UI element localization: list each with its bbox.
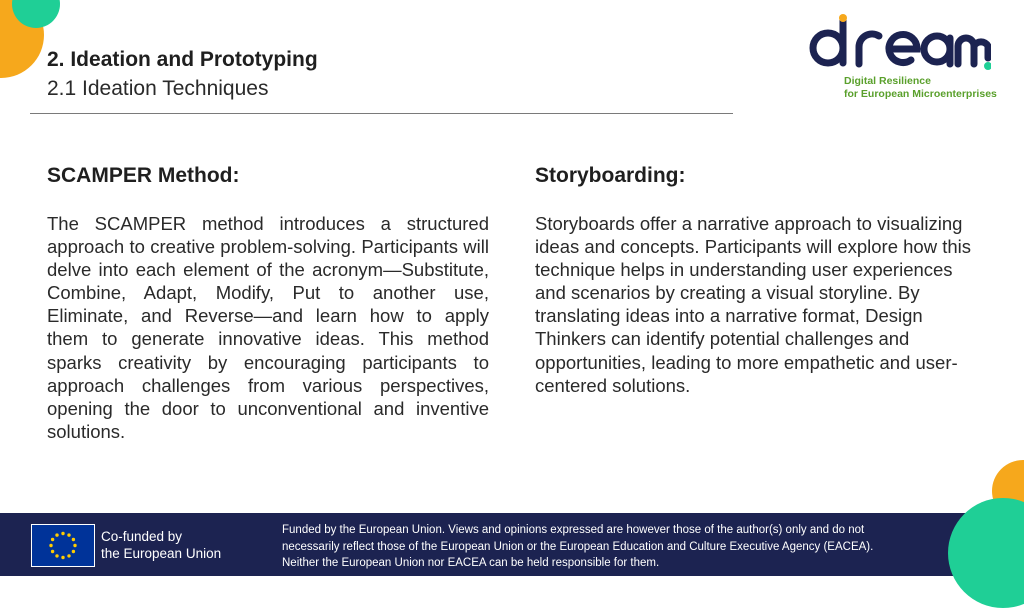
funding-footer	[0, 513, 1024, 576]
eu-label-line-1: Co-funded by	[101, 529, 183, 544]
disclaimer-line-2: necessarily reflect those of the European Union or the European Education and Culture Executive Agency (EACEA).	[282, 540, 874, 553]
slide-section-title: 2. Ideation and Prototyping	[47, 48, 318, 71]
dream-wordmark-icon	[806, 14, 991, 74]
scamper-heading: SCAMPER Method:	[47, 164, 240, 187]
eu-cofunded-label	[101, 528, 221, 562]
disclaimer-line-1: Funded by the European Union. Views and opinions expressed are however those of the author(s) only and do not	[282, 524, 865, 536]
slide-subtitle: 2.1 Ideation Techniques	[47, 77, 269, 100]
funding-disclaimer	[282, 522, 942, 572]
dream-logo	[806, 14, 997, 104]
storyboarding-heading: Storyboarding:	[535, 164, 686, 187]
scamper-description: The SCAMPER method introduces a structured approach to creative problem-solving. Participants will delve into each element of the acronym—Substitute, Combine, Adapt, Modify, Put to another use, Eliminate, and Reverse—and learn how to apply them to generate innovative ideas. This method sparks creativity by encouraging participants to approach challenges from various perspectives, opening the door to unconventional and inventive solutions.	[47, 213, 489, 442]
logo-tagline-line-2: for European Microenterprises	[844, 88, 997, 100]
logo-tagline-line-1: Digital Resilience	[844, 75, 931, 87]
header-divider	[30, 113, 733, 114]
eu-label-line-2: the European Union	[101, 546, 222, 561]
eu-flag-icon	[31, 524, 95, 567]
disclaimer-line-3: Neither the European Union nor EACEA can be held responsible for them.	[282, 557, 660, 569]
storyboarding-description: Storyboards offer a narrative approach to visualizing ideas and concepts. Participants will explore how this technique helps in understanding user experiences and scenarios by creating a visual storyline. By translating ideas into a narrative format, Design Thinkers can identify potential challenges and opportunities, leading to more empathetic and user-centered solutions.	[535, 213, 972, 396]
